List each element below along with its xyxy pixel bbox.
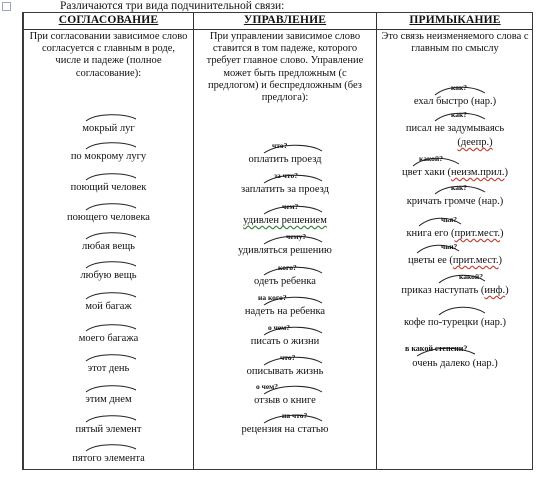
agreement-column <box>24 13 193 469</box>
government-example: рецензия на статью <box>241 424 329 435</box>
agreement-example: моего багажа <box>78 333 139 344</box>
agreement-example: поющий человек <box>70 182 147 193</box>
case-question: о чем? <box>256 382 279 391</box>
case-question: о чем? <box>268 323 291 332</box>
government-example-text: удивлен решением <box>243 215 327 226</box>
agreement-example: любую вещь <box>80 270 137 281</box>
adjoining-column <box>377 13 533 469</box>
meaning-question: как? <box>451 110 468 119</box>
meaning-question: чья? <box>441 215 458 224</box>
adjoining-example: цвет хаки (неизм.прил.) <box>401 167 509 178</box>
meaning-question: какой? <box>459 272 484 281</box>
link-arrow <box>86 416 136 422</box>
government-example: заплатить за проезд <box>241 184 329 195</box>
agreement-example: этим днем <box>85 394 132 405</box>
page-corner-marker <box>2 2 11 11</box>
meaning-question: в какой степени? <box>405 344 468 353</box>
meaning-question: чьи? <box>441 242 458 251</box>
adjoining-description: Это связь неизменяемого слова с главным по смыслу <box>381 31 529 55</box>
adjoining-example: очень далеко (нар.) <box>412 358 498 369</box>
agreement-title: СОГЛАСОВАНИЕ <box>58 14 159 26</box>
link-arrow <box>86 386 136 392</box>
government-example <box>194 215 376 227</box>
adjoining-example: писал не задумываясь <box>405 123 505 134</box>
agreement-arrows <box>24 13 193 471</box>
government-description: При управлении зависимое слово ставится в том падеже, которого требует главное слово. Управление может быть предложным (с предлогом) и беспредложным (без предлога): <box>206 31 364 104</box>
agreement-example: любая вещь <box>82 241 135 252</box>
link-arrow <box>86 325 136 331</box>
adjoining-example: ехал быстро (нар.) <box>413 96 497 107</box>
adjoining-example: кричать громче (нар.) <box>406 196 504 207</box>
case-question: чему? <box>286 232 307 241</box>
adjoining-example-note: (деепр.) <box>457 137 493 148</box>
government-example: писать о жизни <box>250 336 320 347</box>
meaning-question: как? <box>451 83 468 92</box>
case-question: кого? <box>278 263 297 272</box>
government-example: описывать жизнь <box>246 366 324 377</box>
case-question: что? <box>280 353 296 362</box>
case-question: на что? <box>282 411 308 420</box>
link-arrow <box>86 143 136 149</box>
agreement-example: пятый элемент <box>75 424 142 435</box>
government-title: УПРАВЛЕНИЕ <box>243 14 327 26</box>
case-question: что? <box>272 141 288 150</box>
government-example: одеть ребенка <box>254 276 316 287</box>
adjoining-example: книга его (прит.мест.) <box>406 228 504 239</box>
adjoining-example: цветы ее (прит.мест.) <box>408 255 502 266</box>
link-arrow <box>86 355 136 361</box>
link-arrow <box>86 262 136 268</box>
link-arrow <box>86 445 136 451</box>
adjoining-example: приказ наступать (инф.) <box>401 285 509 296</box>
agreement-description: При согласовании зависимое слово согласуется с главным в роде, числе и падеже (полное согласование): <box>29 31 188 79</box>
agreement-example: поющего человека <box>67 212 150 223</box>
link-arrow <box>86 293 136 299</box>
agreement-example: по мокрому лугу <box>70 151 147 162</box>
link-arrow <box>86 233 136 239</box>
case-question: чем? <box>282 202 299 211</box>
government-example: надеть на ребенка <box>244 306 326 317</box>
link-arrow <box>86 204 136 210</box>
agreement-example: пятого элемента <box>72 453 145 464</box>
case-question: на кого? <box>258 293 287 302</box>
agreement-example: мой багаж <box>85 301 132 312</box>
government-example: удивляться решению <box>238 245 332 256</box>
link-arrow <box>86 115 136 121</box>
link-arrow <box>86 174 136 180</box>
subordination-table <box>22 12 533 470</box>
agreement-example: этот день <box>87 363 130 374</box>
case-question: за что? <box>274 171 298 180</box>
adjoining-example: кофе по-турецки (нар.) <box>404 317 506 328</box>
adjoining-title: ПРИМЫКАНИЕ <box>409 14 501 26</box>
government-column <box>194 13 376 469</box>
meaning-question: как? <box>451 183 468 192</box>
agreement-example: мокрый луг <box>82 123 135 134</box>
meaning-question: какой? <box>419 154 444 163</box>
government-example: оплатить проезд <box>248 154 322 165</box>
page-caption: Различаются три вида подчинительной связи: <box>60 0 285 12</box>
government-example: отзыв о книге <box>254 395 316 406</box>
